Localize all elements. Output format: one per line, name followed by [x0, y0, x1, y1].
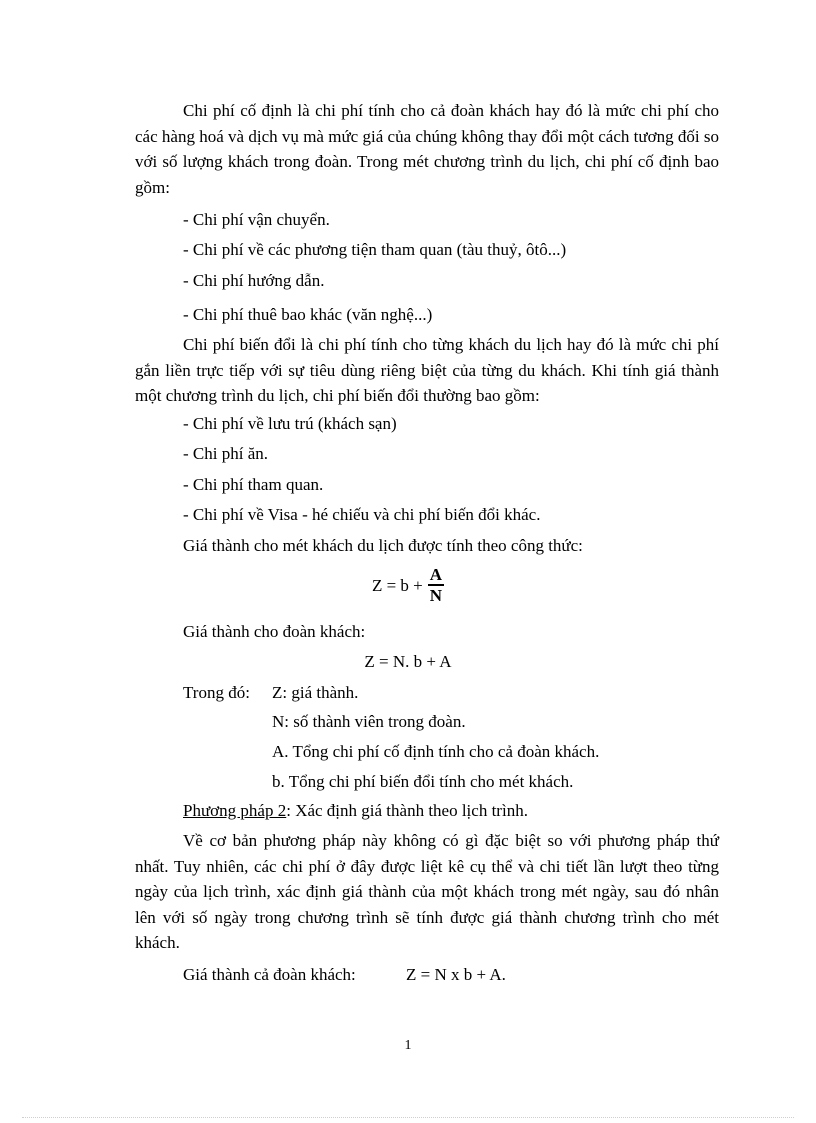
final-label: Giá thành cả đoàn khách: [183, 965, 356, 984]
fixed-cost-item: - Chi phí thuê bao khác (văn nghệ...) [183, 305, 433, 324]
method-2-paragraph: Về cơ bản phương pháp này không có gì đặc biệt so với phương pháp thứ nhất. Tuy nhiên, các chi phí ở đây được liệt kê cụ thể và chi tiết lần lượt theo từng ngày của lịch trình, xác định giá thành của một khách trong mét ngày, sau đó nhân lên với số ngày trong chương trình sẽ tính được giá thành chương trình cho mét khách. [135, 831, 719, 953]
group-intro: Giá thành cho đoàn khách: [183, 622, 366, 641]
fixed-cost-item: - Chi phí về các phương tiện tham quan (tàu thuỷ, ôtô...) [183, 240, 567, 259]
method-2-label: Phương pháp 2 [183, 801, 287, 820]
page-number: 1 [404, 1038, 412, 1053]
page-bottom-divider [22, 1117, 794, 1118]
variable-cost-item: - Chi phí về Visa - hé chiếu và chi phí biến đổi khác. [183, 505, 541, 524]
variable-cost-item: - Chi phí tham quan. [183, 475, 324, 494]
fixed-cost-item: - Chi phí hướng dẫn. [183, 271, 325, 290]
variable-cost-item: - Chi phí ăn. [183, 444, 268, 463]
fraction-denominator: N [429, 585, 443, 605]
formula-lhs: Z = b + [371, 575, 423, 595]
definition-item: A. Tổng chi phí cố định tính cho cả đoàn khách. [272, 742, 600, 761]
method-2-heading [183, 800, 528, 822]
variable-cost-item: - Chi phí về lưu trú (khách sạn) [183, 414, 397, 433]
definition-item: Z: giá thành. [272, 683, 359, 702]
per-guest-intro: Giá thành cho mét khách du lịch được tính theo công thức: [183, 536, 583, 555]
definition-item: N: số thành viên trong đoàn. [272, 712, 466, 731]
final-formula: Z = N x b + A. [406, 965, 506, 984]
fraction-numerator: A [429, 565, 443, 584]
fixed-cost-item: - Chi phí vận chuyển. [183, 210, 330, 229]
group-formula: Z = N. b + A [364, 652, 452, 671]
variable-cost-paragraph: Chi phí biến đổi là chi phí tính cho từng khách du lịch hay đó là mức chi phí gắn liền trực tiếp với sự tiêu dùng riêng biệt của từng du khách. Khi tính giá thành một chương trình du lịch, chi phí biến đổi thường bao gồm: [135, 335, 719, 406]
definition-item: b. Tổng chi phí biến đổi tính cho mét khách. [272, 772, 574, 791]
where-label: Trong đó: [183, 683, 250, 702]
fixed-cost-paragraph: Chi phí cố định là chi phí tính cho cả đoàn khách hay đó là mức chi phí cho các hàng hoá và dịch vụ mà mức giá của chúng không thay đổi một cách tương đối so với số lượng khách trong đoàn. Trong mét chương trình du lịch, chi phí cố định bao gồm: [135, 101, 719, 197]
method-2-text: : Xác định giá thành theo lịch trình. [286, 801, 528, 820]
fraction [428, 566, 444, 606]
per-guest-formula [0, 566, 816, 606]
